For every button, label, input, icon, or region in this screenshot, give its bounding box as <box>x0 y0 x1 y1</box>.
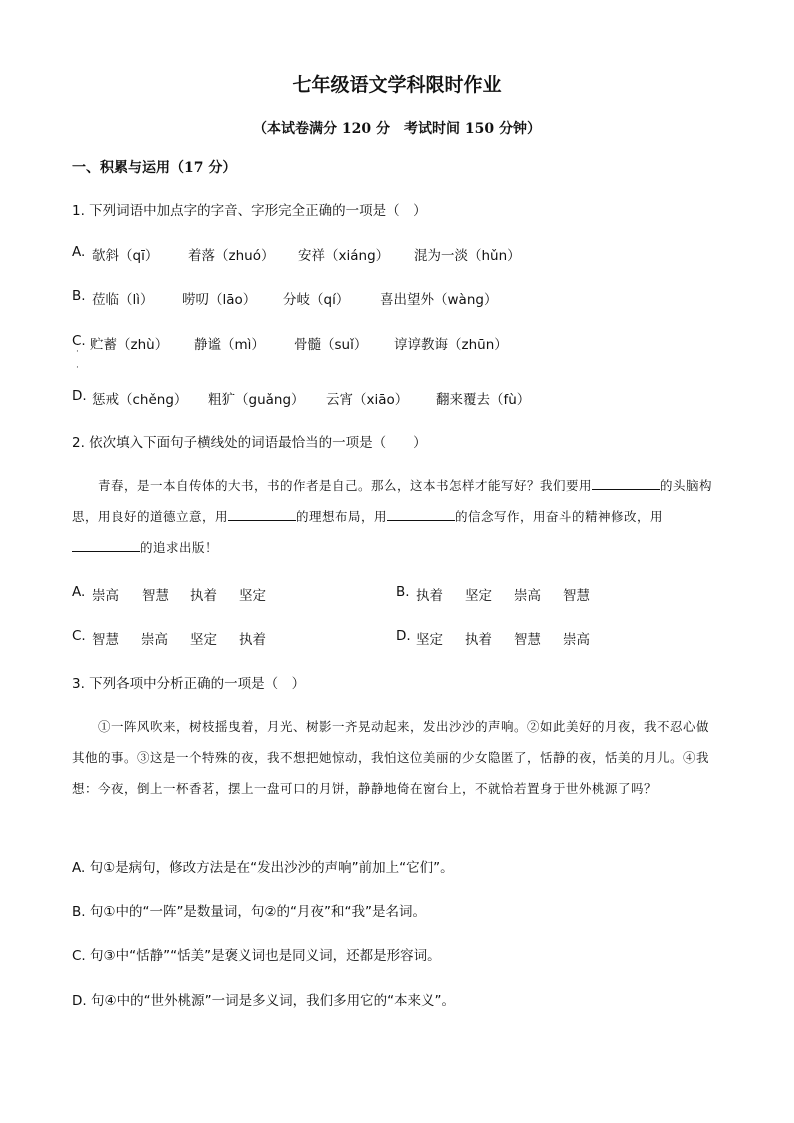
q3-option-d: D. 句④中的“世外桃源”一词是多义词，我们多用它的“本来义”。 <box>72 993 456 1009</box>
option-word: 智慧 <box>92 632 119 648</box>
option-word: 智慧 <box>563 588 590 604</box>
question-3-stem: 3. 下列各项中分析正确的一项是（ ） <box>72 676 306 692</box>
option-label: B. <box>72 288 86 304</box>
fill-blank <box>228 508 296 521</box>
option-word: 喜出望外（wàng） <box>380 292 498 308</box>
option-word: 混为一淡（hǔn） <box>414 248 521 264</box>
option-word: 分岐（qí） <box>283 292 350 308</box>
option-word: 着落（zhuó） <box>188 248 275 264</box>
option-label: C. <box>72 333 86 349</box>
option-word: 坚定 <box>239 588 266 604</box>
option-word: 崇高 <box>92 588 119 604</box>
passage-text: 的追求出版！ <box>140 540 219 555</box>
option-label: C. <box>72 628 86 644</box>
option-word: 莅临（lì） <box>92 292 154 308</box>
option-word: 安祥（xiáng） <box>298 248 390 264</box>
passage-text: 的信念写作，用奋斗的精神修改，用 <box>455 509 664 524</box>
page-title: 七年级语文学科限时作业 <box>292 74 502 96</box>
option-word: 静谧（mì） <box>194 337 265 353</box>
option-word: 执着 <box>465 632 492 648</box>
option-word: 崇高 <box>514 588 541 604</box>
stray-dot: · <box>76 347 79 357</box>
option-word: 崇高 <box>563 632 590 648</box>
fill-blank <box>72 539 140 552</box>
question-2-stem: 2. 依次填入下面句子横线处的词语最恰当的一项是（ ） <box>72 435 427 451</box>
option-word: 坚定 <box>465 588 492 604</box>
q3-option-a: A. 句①是病句，修改方法是在“发出沙沙的声响”前加上“它们”。 <box>72 860 454 876</box>
option-label: B. <box>396 584 410 600</box>
option-word: 骨髓（suǐ） <box>294 337 368 353</box>
option-label: D. <box>396 628 411 644</box>
passage-text: 的头脑构思，用良好的道德立意，用 <box>72 478 713 524</box>
question-1-stem: 1. 下列词语中加点字的字音、字形完全正确的一项是（ ） <box>72 203 427 219</box>
option-word: 唠叨（lāo） <box>182 292 257 308</box>
option-word: 欹斜（qī） <box>92 248 159 264</box>
option-word: 智慧 <box>514 632 541 648</box>
option-word: 智慧 <box>142 588 169 604</box>
stray-dot: · <box>76 363 79 373</box>
option-word: 坚定 <box>190 632 217 648</box>
passage-text: 的理想布局，用 <box>296 509 388 524</box>
option-word: 惩戒（chěng） <box>92 392 188 408</box>
q2-passage <box>72 470 717 563</box>
option-word: 谆谆教诲（zhūn） <box>394 337 508 353</box>
passage-text: 青春，是一本自传体的大书，书的作者是自己。那么，这本书怎样才能写好？我们要用 <box>98 478 593 493</box>
fill-blank <box>387 508 455 521</box>
option-label: A. <box>72 244 86 260</box>
option-label: A. <box>72 584 86 600</box>
q3-option-b: B. 句①中的“一阵”是数量词，句②的“月夜”和“我”是名词。 <box>72 904 427 920</box>
option-word: 坚定 <box>416 632 443 648</box>
fill-blank <box>592 477 660 490</box>
option-label: D. <box>72 388 87 404</box>
exam-info: （本试卷满分 120 分 考试时间 150 分钟） <box>253 121 541 137</box>
section-heading: 一、积累与运用（17 分） <box>72 160 237 176</box>
q3-option-c: C. 句③中“恬静”“恬美”是褒义词也是同义词，还都是形容词。 <box>72 948 441 964</box>
option-word: 粗犷（guǎng） <box>208 392 305 408</box>
option-word: 崇高 <box>141 632 168 648</box>
option-word: 贮蓄（zhù） <box>90 337 169 353</box>
option-word: 执着 <box>190 588 217 604</box>
option-word: 执着 <box>239 632 266 648</box>
option-word: 翻来覆去（fù） <box>436 392 531 408</box>
option-word: 执着 <box>416 588 443 604</box>
option-word: 云宵（xiāo） <box>326 392 409 408</box>
q3-passage: ①一阵风吹来，树枝摇曳着，月光、树影一齐晃动起来，发出沙沙的声响。②如此美好的月夜，我不忍心做其他的事。③这是一个特殊的夜，我不想把她惊动，我怕这位美丽的少女隐匿了，恬静的夜，恬美的月儿。④我想：今夜，倒上一杯香茗，摆上一盘可口的月饼，静静地倚在窗台上，不就恰若置身于世外桃源了吗？ <box>72 719 710 796</box>
